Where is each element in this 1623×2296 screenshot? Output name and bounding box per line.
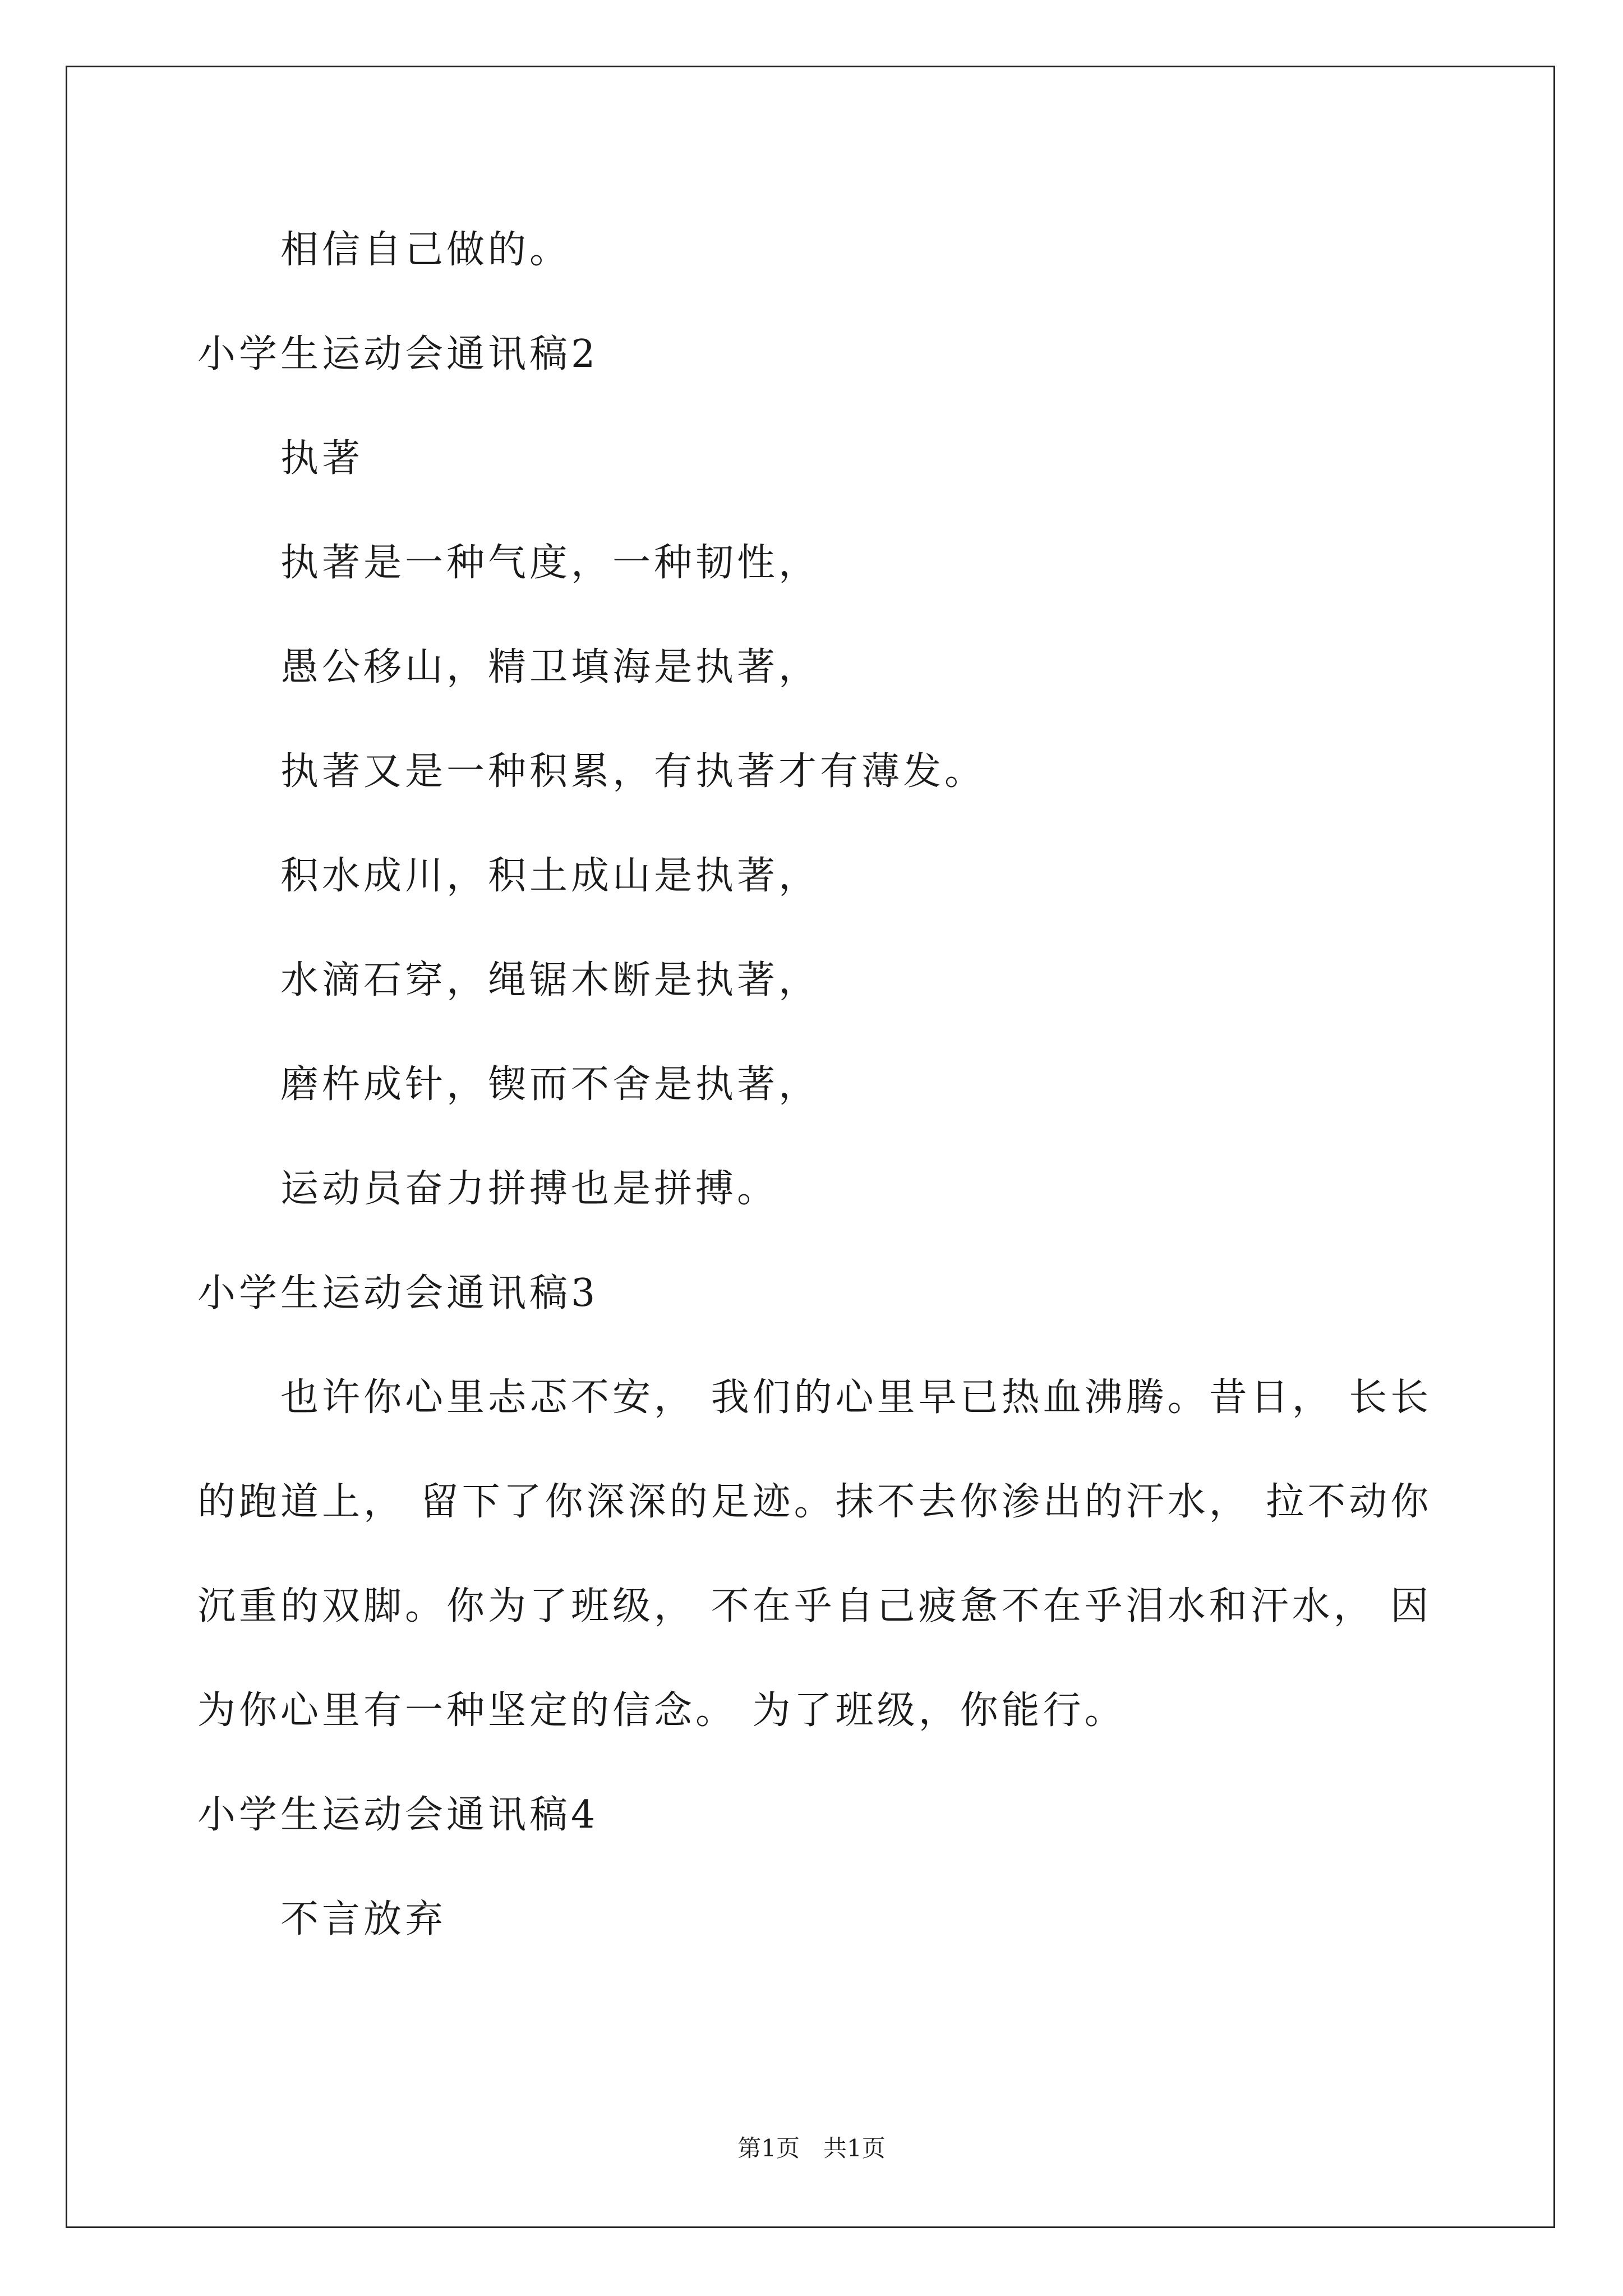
poem-line: 执著又是一种积累，有执著才有薄发。 [280,749,986,794]
page-footer: 第1页 共1页 [737,2134,886,2162]
poem-line: 积水成川，积土成山是执著， [280,854,820,898]
section-heading: 小学生运动会通讯稿3 [197,1271,599,1315]
paragraph-line: 的跑道上， 留下了你深深的足迹。抹不去你渗出的汗水， 拉不动你 [197,1480,1432,1524]
paragraph-line: 也许你心里忐忑不安， 我们的心里早已热血沸腾。昔日， 长长 [280,1375,1432,1420]
poem-line: 运动员奋力拼搏也是拼搏。 [280,1167,779,1211]
poem-line: 水滴石穿，绳锯木断是执著， [280,958,820,1002]
section-heading: 小学生运动会通讯稿2 [197,332,599,376]
paragraph-line: 沉重的双脚。你为了班级， 不在乎自己疲惫不在乎泪水和汗水， 因 [197,1584,1432,1628]
section-heading: 小学生运动会通讯稿4 [197,1793,599,1837]
poem-line: 磨杵成针，锲而不舍是执著， [280,1062,820,1107]
poem-line: 执著是一种气度，一种韧性， [280,541,820,585]
poem-line: 愚公移山，精卫填海是执著， [280,645,820,689]
paragraph-line: 为你心里有一种坚定的信念。 为了班级，你能行。 [197,1688,1126,1733]
body-line: 相信自己做的。 [280,228,571,272]
section-title: 执著 [280,436,364,481]
section-title: 不言放弃 [280,1897,447,1941]
